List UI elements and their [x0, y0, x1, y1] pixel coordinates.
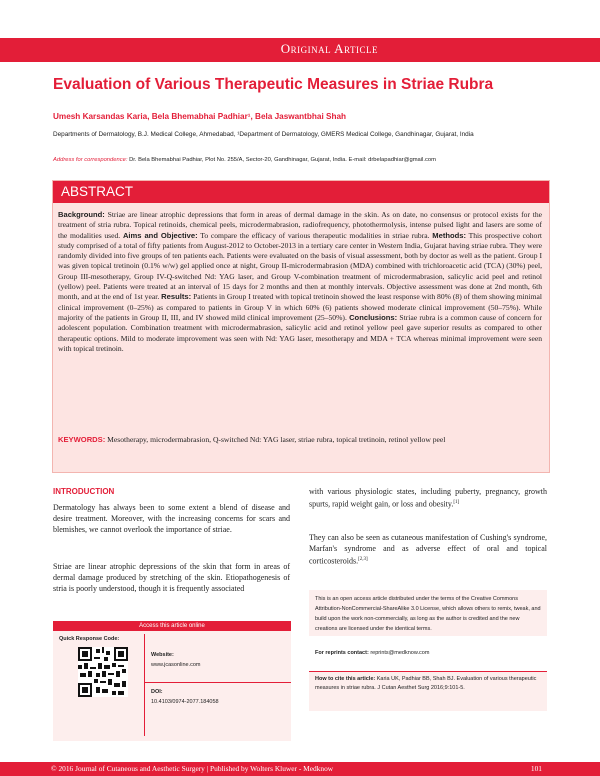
conclusions-text: Striae rubra is a common cause of concern for adolescent population. Combination treatment with microdermabrasion, salicylic acid and retinol yellow peel gave superior results as compared to other therapeutic options. Mild to moderate improvement was seen with Nd: YAG laser, mesotherapy and MDA + TCA whereas minimal improvement were seen with topical tretinoin. [58, 312, 542, 353]
aims-label: Aims and Objective: [122, 230, 198, 240]
qr-label: Quick Response Code: [59, 636, 120, 642]
keywords [58, 434, 542, 445]
footer-copyright: © 2016 Journal of Cutaneous and Aesthetic Surgery | Published by Wolters Kluwer - Medknow [51, 764, 334, 773]
reprints-label: For reprints contact: [315, 650, 369, 656]
access-heading: Access this article online [53, 621, 291, 631]
conclusions-label: Conclusions: [349, 312, 398, 322]
intro-paragraph-4-text: They can also be seen as cutaneous manifestation of Cushing's syndrome, Marfan's syndrome and as adverse effect of oral and topical corticosteroids. [309, 533, 547, 566]
doi-label: DOI: [151, 689, 163, 695]
header-band [0, 38, 600, 62]
qr-code-icon[interactable] [78, 647, 128, 697]
methods-text: This prospective cohort study comprised of a total of fifty patients from August-2012 to October-2013 in a tertiary care center in Western India, Gujarat having striae rubra. They were randomly divided into five groups of ten patients each. Patients were evaluated on the basis of visual assessment, both by doctor as well as the patient. Group I was given topical tretinoin (0.1% w/w) gel applied once at night, Group II-microdermabrasion (MDA) combined with trichloroacetic acid (TCA) (30%) peel, Group III-mesotherapy, Group IV-Q-switched Nd: YAG laser, and Group V-combination treatment of microdermabrasion, salicylic acid peel and retinol (yellow) peel. Patients were treated at an interval of 15 days for 2 months and then at monthly intervals. Objective assessment was done at 2nd month, 6th month, and at the end of 1st year. [58, 230, 542, 302]
keywords-text: Mesotherapy, microdermabrasion, Q-switched Nd: YAG laser, striae rubra, topical tretinoin, retinol yellow peel [107, 435, 446, 444]
intro-paragraph-2: Striae are linear atrophic depressions of the skin that form in areas of dermal damage produced by stretching of the skin. Etiopathogenesis of stria is poorly understood, though it is frequently associated [53, 562, 290, 593]
license-box: This is an open access article distributed under the terms of the Creative Commons Attribution-NonCommercial-ShareAlike 3.0 License, which allows others to remix, tweak, and build upon the work non-commercially, as long as the author is credited and the new creations are licensed under the identical terms. [309, 590, 547, 636]
access-online-box [53, 621, 291, 741]
introduction-heading: INTRODUCTION [53, 487, 115, 496]
page-number: 101 [530, 764, 542, 773]
author-list: Umesh Karsandas Karia, Bela Bhemabhai Padhiar¹, Bela Jaswantbhai Shah [53, 112, 347, 121]
reference-1[interactable]: [1] [453, 500, 460, 505]
correspondence-label: Address for correspondence: [53, 157, 128, 163]
article-type: Original Article [280, 41, 378, 56]
methods-label: Methods: [432, 230, 467, 240]
results-label: Results: [161, 292, 192, 302]
cite-label: How to cite this article: [315, 676, 376, 682]
intro-paragraph-1: Dermatology has always been to some extent a blend of disease and desire treatment. Moreover, with the increasing concerns for scars and blemishes, we cannot overlook the importance of striae. [53, 503, 290, 534]
affiliations: Departments of Dermatology, B.J. Medical College, Ahmedabad, ¹Department of Dermatology, GMERS Medical College, Gandhinagar, Gujarat, India [53, 131, 474, 138]
citation-box [309, 671, 547, 711]
doi-link[interactable]: 10.4103/0974-2077.184058 [151, 699, 219, 705]
footer-band [0, 762, 600, 776]
aims-text: To compare the efficacy of various therapeutic modalities in striae rubra. [200, 230, 430, 240]
background-label: Background: [58, 210, 105, 219]
reprints [315, 650, 429, 656]
keywords-label: KEYWORDS: [58, 435, 106, 444]
correspondence-text: Dr. Bela Bhemabhai Padhiar, Plot No. 255/A, Sector-20, Gandhinagar, Gujarat, India. E-mail: drbelapadhiar@gmail.com [129, 157, 436, 163]
intro-paragraph-4 [309, 532, 547, 567]
divider [145, 682, 291, 683]
website-label: Website: [151, 652, 174, 658]
reprints-email[interactable]: reprints@medknow.com [370, 650, 430, 656]
abstract-text [58, 210, 542, 425]
abstract-header [53, 181, 549, 203]
divider [144, 634, 145, 736]
reference-2-3[interactable]: [2,3] [358, 557, 368, 562]
correspondence [53, 157, 548, 163]
intro-paragraph-3 [309, 486, 547, 510]
website-link[interactable]: www.jcasonline.com [151, 662, 201, 668]
intro-paragraph-3-text: with various physiologic states, including puberty, pregnancy, growth spurts, rapid weight gain, or loss and obesity. [309, 487, 547, 509]
results-text: Patients in Group I treated with topical tretinoin showed the least response with 80% (8) of them showing minimal clinical improvement (0–25%) as compared to patients in Group V in which 60% (6) patients showed moderate clinical improvement (50–75%). While majority of the patients in Group II, III, and IV showed mild clinical improvement (25–50%). [58, 292, 542, 322]
article-title: Evaluation of Various Therapeutic Measures in Striae Rubra [53, 76, 494, 93]
background-text: Striae are linear atrophic depressions that form in areas of dermal damage in the skin. As on date, no consensus or protocol exists for the treatment of stria rubra. Topical retinoids, chemical peels, microdermabrasion, radiofrequency, photothermolysis, intense pulsed light and lasers are some of the modalities used. [58, 210, 542, 240]
cite-text: Karia UK, Padhiar BB, Shah BJ. Evaluation of various therapeutic measures in striae rubra. J Cutan Aesthet Surg 2016;9:101-5. [315, 676, 537, 691]
abstract-heading: ABSTRACT [61, 184, 134, 199]
